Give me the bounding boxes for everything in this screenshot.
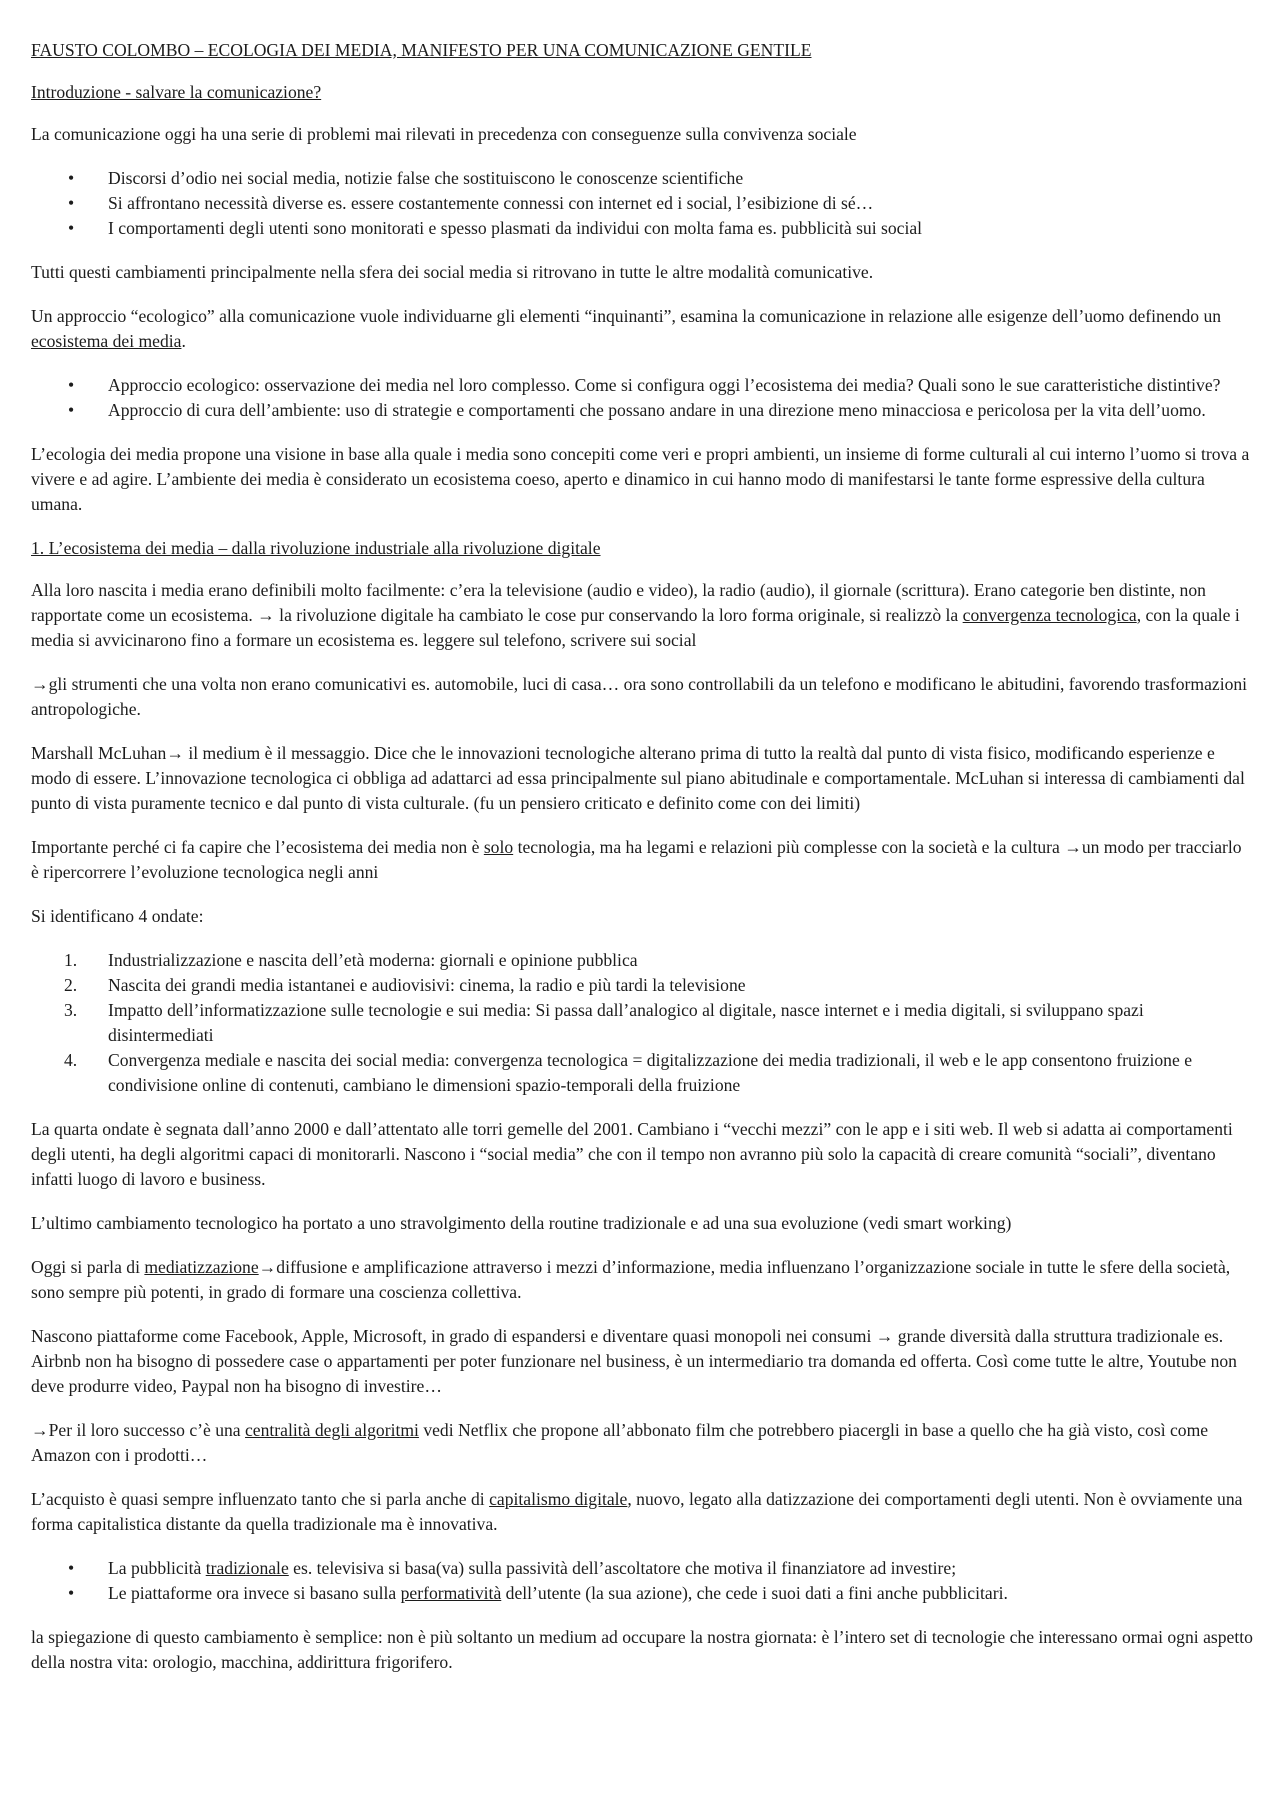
list-number: 3.	[64, 1000, 78, 1020]
bullet-icon: •	[68, 1583, 75, 1603]
bullet-icon: •	[68, 1558, 75, 1578]
bullet-icon: •	[68, 168, 75, 188]
list-item: • Approccio di cura dell’ambiente: uso di strategie e comportamenti che possano andare in una direzione meno minacciosa e pericolosa per la vita dell’uomo.	[31, 398, 1253, 423]
list-item: • Si affrontano necessità diverse es. essere costantemente connessi con internet ed i social, l’esibizione di sé…	[31, 191, 1253, 216]
section-1-paragraph-11: L’acquisto è quasi sempre influenzato tanto che si parla anche di capitalismo digitale, nuovo, legato alla datizzazione dei comportamenti degli utenti. Non è ovviamente una forma capitalistica distante da quella tradizionale ma è innovativa.	[31, 1489, 1243, 1534]
list-item: • I comportamenti degli utenti sono monitorati e spesso plasmati da individui con molta fama es. pubblicità sui social	[31, 216, 1253, 241]
document-title: FAUSTO COLOMBO – ECOLOGIA DEI MEDIA, MANIFESTO PER UNA COMUNICAZIONE GENTILE	[31, 40, 812, 60]
intro-paragraph-2: Tutti questi cambiamenti principalmente nella sfera dei social media si ritrovano in tutte le altre modalità comunicative.	[31, 262, 874, 282]
underlined-term: capitalismo digitale	[489, 1489, 628, 1509]
section-1-paragraph-4: Importante perché ci fa capire che l’ecosistema dei media non è solo tecnologia, ma ha legami e relazioni più complesse con la società e la cultura →un modo per tracciarlo è ripercorrere l’evoluzione tecnologica negli anni	[31, 837, 1242, 882]
section-1-paragraph-3: Marshall McLuhan→ il medium è il messaggio. Dice che le innovazioni tecnologiche alterano prima di tutto la realtà dal punto di vista fisico, modificando esperienze e modo di essere. L’innovazione tecnologica ci obbliga ad adattarci ad essa principalmente sul piano abitudinale e comportamentale. McLuhan si interessa di cambiamenti dal punto di vista puramente tecnico e dal punto di vista culturale. (fu un pensiero criticato e definito come con dei limiti)	[31, 743, 1245, 813]
list-item: • Discorsi d’odio nei social media, notizie false che sostituiscono le conoscenze scientifiche	[31, 166, 1253, 191]
list-number: 4.	[64, 1050, 78, 1070]
underlined-term: mediatizzazione	[144, 1257, 259, 1277]
list-item: • Le piattaforme ora invece si basano sulla performatività dell’utente (la sua azione), che cede i suoi dati a fini anche pubblicitari.	[31, 1581, 1253, 1606]
section-1-paragraph-2: →gli strumenti che una volta non erano comunicativi es. automobile, luci di casa… ora sono controllabili da un telefono e modificano le abitudini, favorendo trasformazioni antropologiche.	[31, 674, 1248, 719]
section-1-paragraph-9: Nascono piattaforme come Facebook, Apple, Microsoft, in grado di espandersi e diventare quasi monopoli nei consumi → grande diversità dalla struttura tradizionale es. Airbnb non ha bisogno di possedere case o appartamenti per poter funzionare nel business, è un intermediario tra domanda ed offerta. Così come tutte le altre, Youtube non deve produrre video, Paypal non ha bisogno di investire…	[31, 1326, 1237, 1396]
intro-paragraph-1: La comunicazione oggi ha una serie di problemi mai rilevati in precedenza con conseguenze sulla convivenza sociale	[31, 124, 857, 144]
section-1-paragraph-7: L’ultimo cambiamento tecnologico ha portato a uno stravolgimento della routine tradizionale e ad una sua evoluzione (vedi smart working)	[31, 1213, 1012, 1233]
section-1-paragraph-6: La quarta ondate è segnata dall’anno 2000 e dall’attentato alle torri gemelle del 2001. Cambiano i “vecchi mezzi” con le app e i siti web. Il web si adatta ai comportamenti degli utenti, ha degli algoritmi capaci di monitorarli. Nascono i “social media” che con il tempo non avranno più solo la capacità di creare comunità “sociali”, diventano infatti luogo di lavoro e business.	[31, 1119, 1233, 1189]
underlined-term: convergenza tecnologica	[962, 605, 1137, 625]
underlined-term: solo	[483, 837, 514, 857]
list-item: 2. Nascita dei grandi media istantanei e audiovisivi: cinema, la radio e più tardi la televisione	[31, 973, 1253, 998]
section-1-paragraph-8: Oggi si parla di mediatizzazione→diffusione e amplificazione attraverso i mezzi d’informazione, media influenzano l’organizzazione sociale in tutte le sfere della società, sono sempre più potenti, in grado di formare una coscienza collettiva.	[31, 1257, 1231, 1302]
approach-bullet-list	[31, 373, 1253, 423]
list-item: • Approccio ecologico: osservazione dei media nel loro complesso. Come si configura oggi l’ecosistema dei media? Quali sono le sue caratteristiche distintive?	[31, 373, 1253, 398]
section-1-paragraph-12: la spiegazione di questo cambiamento è semplice: non è più soltanto un medium ad occupare la nostra giornata: è l’intero set di tecnologie che interessano ormai ogni aspetto della nostra vita: orologio, macchina, addirittura frigorifero.	[31, 1627, 1253, 1672]
list-item: • La pubblicità tradizionale es. televisiva si basa(va) sulla passività dell’ascoltatore che motiva il finanziatore ad investire;	[31, 1556, 1253, 1581]
waves-numbered-list	[31, 948, 1253, 1098]
document-page	[31, 38, 1253, 1694]
list-item: 3. Impatto dell’informatizzazione sulle tecnologie e sui media: Si passa dall’analogico al digitale, nasce internet e i media digitali, si sviluppano spazi disintermediati	[64, 1000, 1144, 1045]
intro-bullet-list	[31, 166, 1253, 241]
list-item: 4. Convergenza mediale e nascita dei social media: convergenza tecnologica = digitalizzazione dei media tradizionali, il web e le app consentono fruizione e condivisione online di contenuti, cambiano le dimensioni spazio-temporali della fruizione	[64, 1050, 1192, 1095]
bullet-icon: •	[68, 375, 75, 395]
list-number: 1.	[64, 950, 78, 970]
underlined-term: tradizionale	[205, 1558, 289, 1578]
underlined-term: performatività	[400, 1583, 502, 1603]
bullet-icon: •	[68, 193, 75, 213]
intro-paragraph-4: L’ecologia dei media propone una visione in base alla quale i media sono concepiti come veri e propri ambienti, un insieme di forme culturali al cui interno l’uomo si trova a vivere e ad agire. L’ambiente dei media è considerato un ecosistema coeso, aperto e dinamico in cui hanno modo di manifestarsi le tante forme espressive della cultura umana.	[31, 444, 1250, 514]
intro-paragraph-3: Un approccio “ecologico” alla comunicazione vuole individuarne gli elementi “inquinanti”, esamina la comunicazione in relazione alle esigenze dell’uomo definendo un ecosistema dei media.	[31, 306, 1222, 351]
section-1-paragraph-1: Alla loro nascita i media erano definibili molto facilmente: c’era la televisione (audio e video), la radio (audio), il giornale (scrittura). Erano categorie ben distinte, non rapportate come un ecosistema. → la rivoluzione digitale ha cambiato le cose pur conservando la loro forma originale, si realizzò la convergenza tecnologica, con la quale i media si avvicinarono fino a formare un ecosistema es. leggere sul telefono, scrivere sui social	[31, 580, 1240, 650]
intro-heading: Introduzione - salvare la comunicazione?	[31, 82, 322, 102]
underlined-term: ecosistema dei media	[31, 331, 182, 351]
underlined-term: centralità degli algoritmi	[245, 1420, 419, 1440]
section-1-paragraph-5: Si identificano 4 ondate:	[31, 906, 204, 926]
list-number: 2.	[64, 975, 78, 995]
list-item: 1. Industrializzazione e nascita dell’età moderna: giornali e opinione pubblica	[31, 948, 1253, 973]
section-1-heading: 1. L’ecosistema dei media – dalla rivoluzione industriale alla rivoluzione digitale	[31, 538, 601, 558]
advertising-bullet-list	[31, 1556, 1253, 1606]
bullet-icon: •	[68, 218, 75, 238]
section-1-paragraph-10: →Per il loro successo c’è una centralità degli algoritmi vedi Netflix che propone all’abbonato film che potrebbero piacergli in base a quello che ha già visto, così come Amazon con i prodotti…	[31, 1420, 1209, 1465]
bullet-icon: •	[68, 400, 75, 420]
